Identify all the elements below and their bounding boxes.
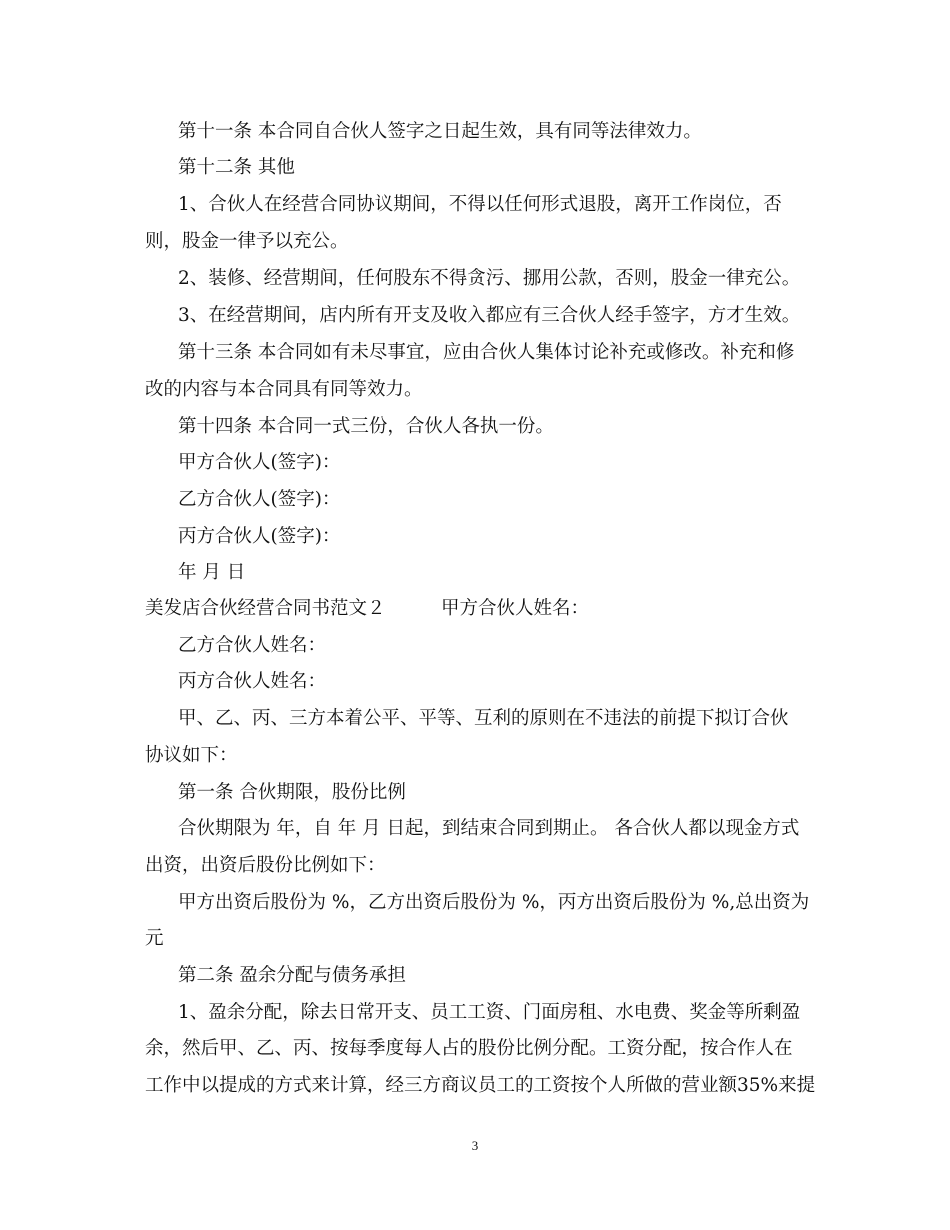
paragraph-line: 第十三条 本合同如有未尽事宜，应由合伙人集体讨论补充或修改。补充和修 [178,342,795,363]
section-title: 美发店合伙经营合同书范文２ 甲方合伙人姓名： [145,598,590,619]
paragraph-line: 第十四条 本合同一式三份，合伙人各执一份。 [178,416,554,437]
article-heading: 第二条 盈余分配与债务承担 [178,965,406,986]
paragraph-line: 协议如下： [145,745,238,766]
paragraph-line: 合伙期限为 年，自 年 月 日起，到结束合同到期止。 各合伙人都以现金方式 [178,818,800,839]
paragraph-line: 余，然后甲、乙、丙、按每季度每人占的股份比例分配。工资分配，按合作人在 [145,1038,793,1059]
paragraph-line: 1、盈余分配，除去日常开支、员工工资、门面房租、水电费、奖金等所剩盈 [178,1002,801,1023]
page-number: 3 [471,1138,479,1153]
paragraph-line: 甲方出资后股份为 %，乙方出资后股份为 %，丙方出资后股份为 %,总出资为 [178,892,810,913]
signature-line: 甲方合伙人(签字)： [178,452,341,473]
paragraph-line: 2、装修、经营期间，任何股东不得贪污、挪用公款，否则，股金一律充公。 [178,268,801,289]
paragraph-line: 出资，出资后股份比例如下： [145,855,386,876]
paragraph-line: 1、合伙人在经营合同协议期间，不得以任何形式退股，离开工作岗位，否 [178,194,782,215]
paragraph-line: 元 [145,928,164,949]
paragraph-line: 乙方合伙人姓名： [178,635,327,656]
paragraph-line: 第十二条 其他 [178,157,295,178]
signature-line: 丙方合伙人(签字)： [178,526,341,547]
signature-line: 乙方合伙人(签字)： [178,489,341,510]
paragraph-line: 甲、乙、丙、三方本着公平、平等、互利的原则在不违法的前提下拟订合伙 [178,708,789,729]
paragraph-line: 工作中以提成的方式来计算，经三方商议员工的工资按个人所做的营业额35%来提 [145,1075,816,1096]
paragraph-line: 丙方合伙人姓名： [178,671,327,692]
paragraph-line: 3、在经营期间，店内所有开支及收入都应有三合伙人经手签字，方才生效。 [178,305,801,326]
paragraph-line: 第十一条 本合同自合伙人签字之日起生效，具有同等法律效力。 [178,121,702,142]
date-line: 年 月 日 [178,562,246,583]
article-heading: 第一条 合伙期限，股份比例 [178,782,406,803]
paragraph-line: 则，股金一律予以充公。 [145,231,349,252]
paragraph-line: 改的内容与本合同具有同等效力。 [145,379,423,400]
